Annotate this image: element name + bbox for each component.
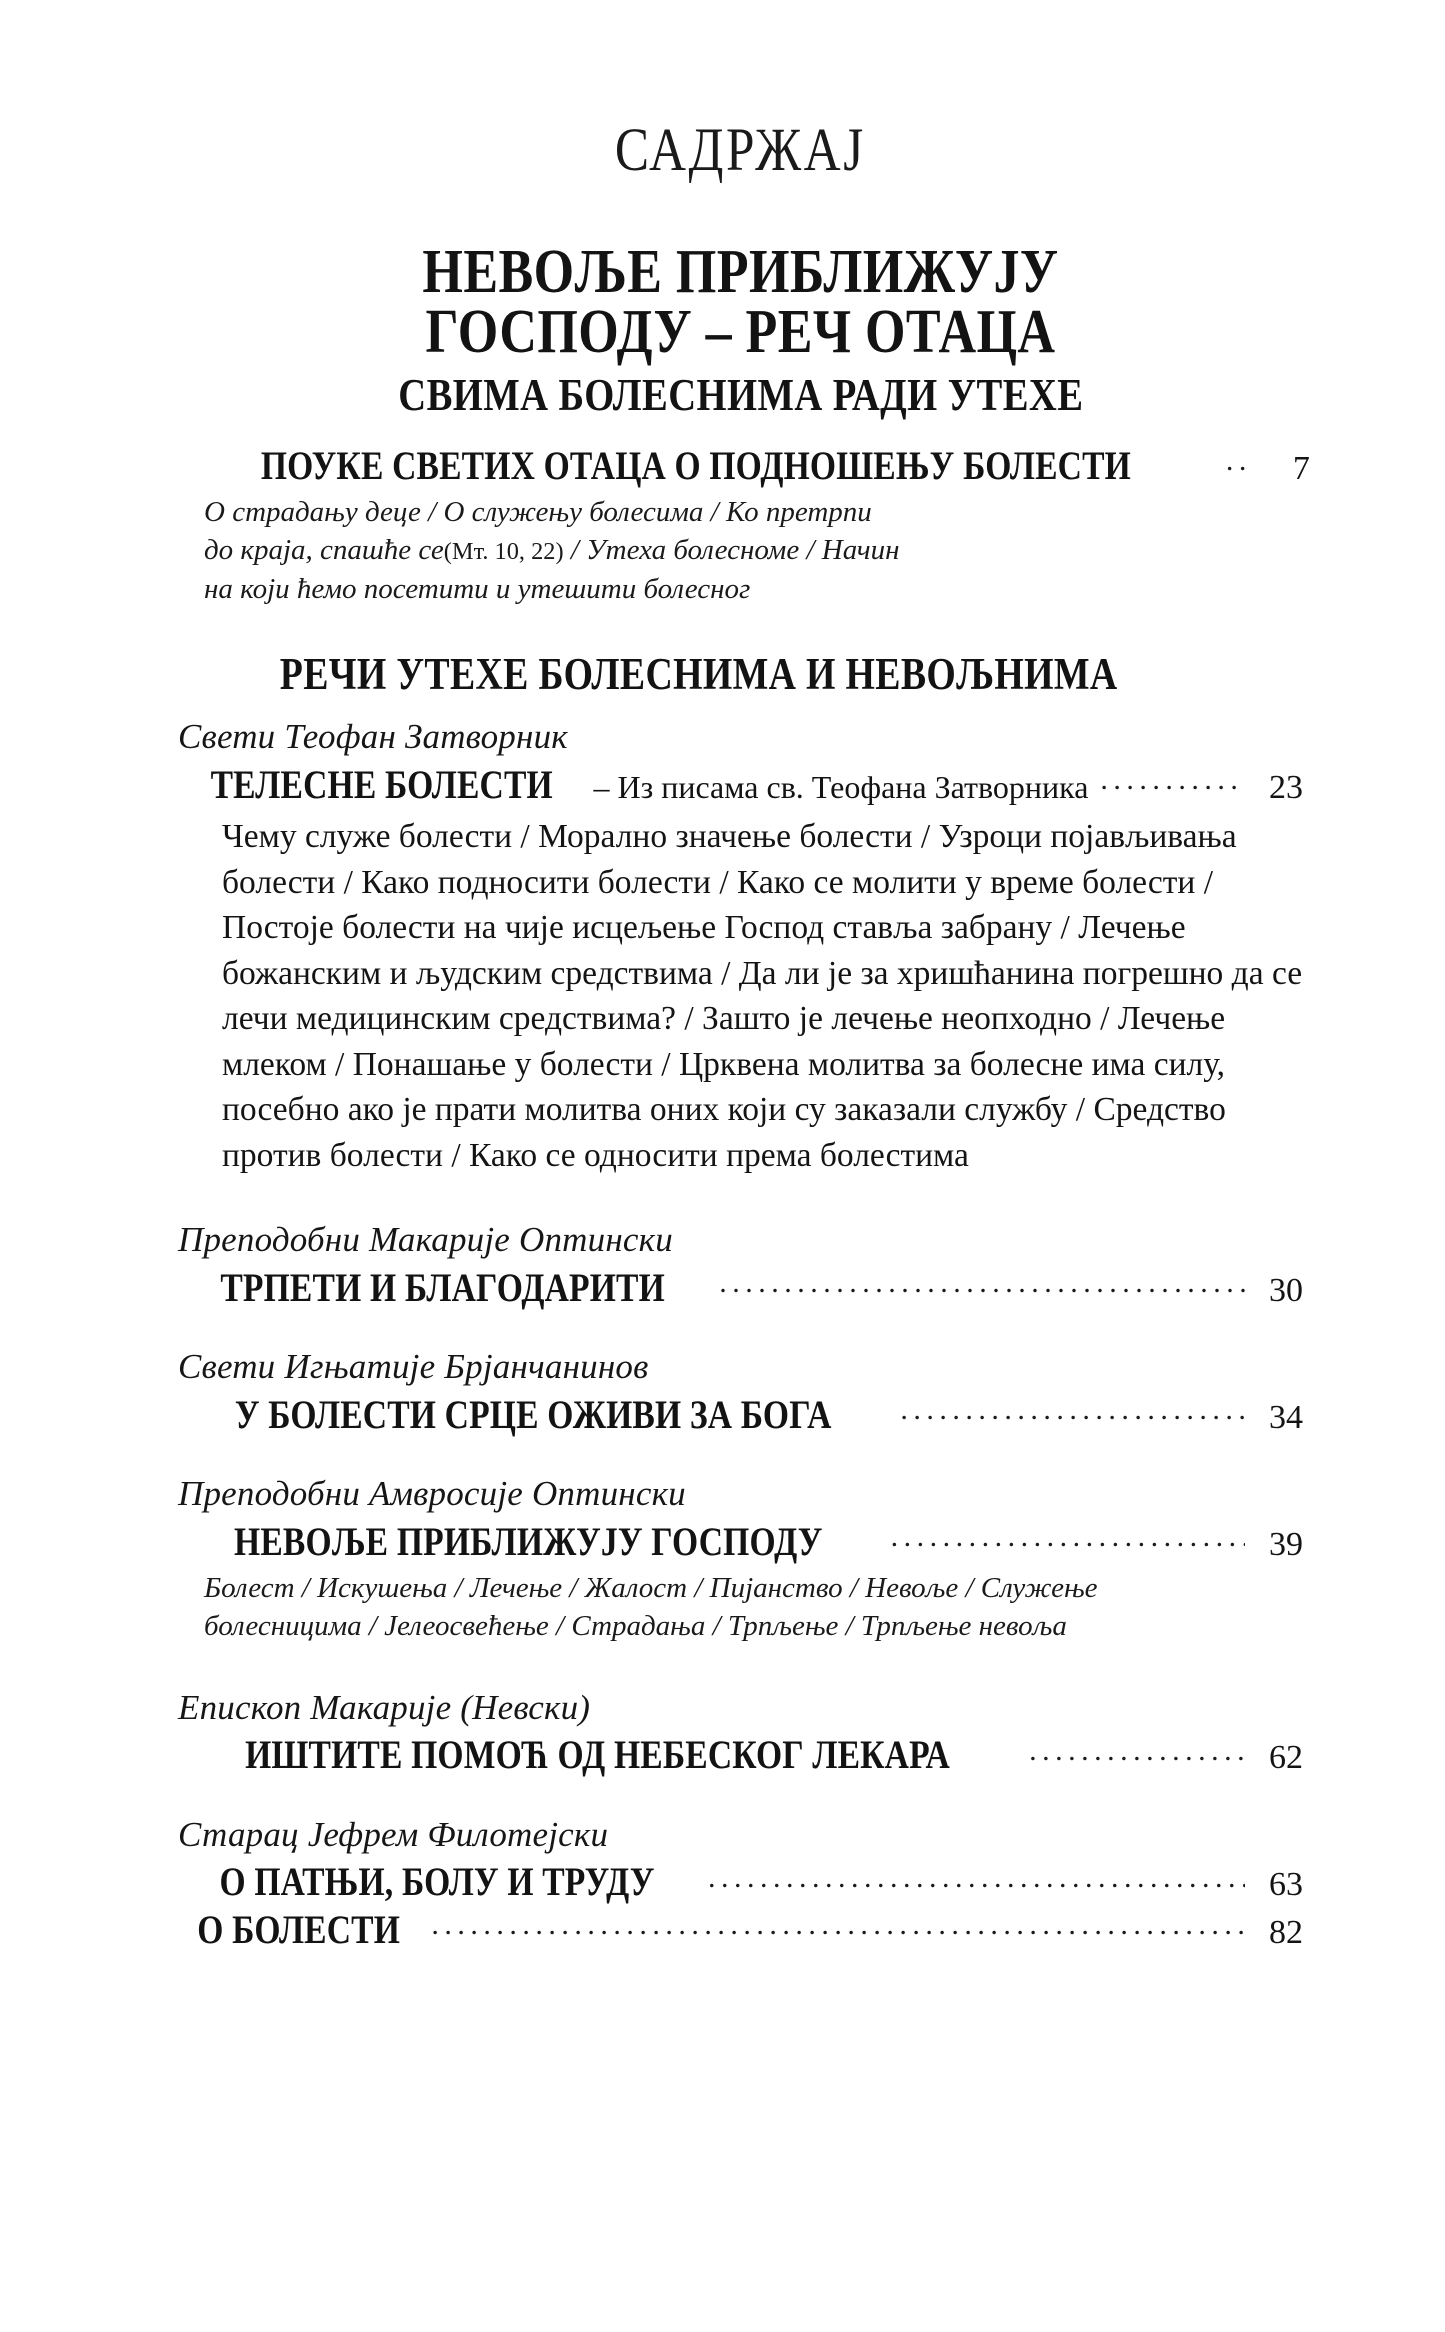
dot-leader bbox=[1226, 463, 1252, 479]
dot-leader bbox=[431, 1927, 1245, 1943]
description-line: Болест / Искушења / Лечење / Жалост / Пијанство / Невоље / Служење bbox=[204, 1572, 1098, 1605]
section-heading-line1: НЕВОЉЕ ПРИБЛИЖУЈУ bbox=[422, 238, 1059, 306]
toc-entry-4-page: 34 bbox=[1269, 1399, 1303, 1437]
toc-entry-2-title-main: ТЕЛЕСНЕ БОЛЕСТИ bbox=[210, 761, 553, 807]
dot-leader bbox=[1029, 1752, 1245, 1768]
toc-content bbox=[178, 117, 1310, 1953]
toc-entry-4[interactable] bbox=[178, 1345, 1303, 1438]
description-text: / Утеха болесноме / Начин bbox=[563, 534, 900, 567]
dot-leader bbox=[900, 1412, 1245, 1428]
toc-entry-2[interactable] bbox=[178, 715, 1303, 1178]
toc-entry-2-description: Чему служе болести / Морално значење болести / Узроци појављивања болести / Како подносити болести / Како се молити у време болести / Постоје болести на чије исцељење Господ ставља забрану / Лечење божанским и људским средствима / Да ли је за хришћанина погрешно да се лечи медицинским средствима? / Зашто је лечење неопходно / Лечење млеком / Понашање у болести / Црквена молитва за болесне има силу, посебно ако је прати молитва оних који су заказали службу / Средство против болести / Како се односити према болестима bbox=[222, 817, 1303, 1174]
page-title-wrapper bbox=[178, 117, 1303, 184]
toc-entry-4-author: Свети Игњатије Брјанчанинов bbox=[178, 1347, 649, 1387]
toc-entry-1-page: 7 bbox=[1292, 450, 1310, 488]
toc-entry-7-title: О ПАТЊИ, БОЛУ И ТРУДУ bbox=[219, 1859, 655, 1905]
description-line bbox=[204, 531, 1303, 569]
scripture-reference: (Мт. 10, 22) bbox=[443, 538, 564, 566]
toc-entry-8-line[interactable] bbox=[178, 1906, 1303, 1953]
toc-entry-1[interactable] bbox=[178, 442, 1310, 608]
toc-entry-3-page: 30 bbox=[1269, 1272, 1303, 1310]
toc-entry-6-title: ИШТИТЕ ПОМОЋ ОД НЕБЕСКОГ ЛЕКАРА bbox=[245, 1732, 950, 1778]
toc-entry-5-page: 39 bbox=[1269, 1525, 1303, 1563]
section-subtitle-wrapper bbox=[178, 369, 1303, 421]
toc-entry-7-page: 63 bbox=[1269, 1866, 1303, 1904]
section-heading bbox=[178, 238, 1303, 366]
toc-entry-2-author: Свети Теофан Затворник bbox=[178, 717, 568, 757]
toc-entry-4-line[interactable] bbox=[178, 1391, 1303, 1438]
toc-entry-6-author: Епископ Макарије (Невски) bbox=[178, 1687, 591, 1727]
toc-entry-6-page: 62 bbox=[1269, 1739, 1303, 1777]
toc-entry-7-line[interactable] bbox=[178, 1858, 1303, 1905]
toc-entry-8[interactable] bbox=[178, 1906, 1303, 1953]
toc-entry-7-author: Старац Јефрем Филотејски bbox=[178, 1814, 609, 1854]
toc-entry-2-title-rest: – Из писама св. Теофана Затворника bbox=[585, 768, 1089, 805]
section-subtitle: СВИМА БОЛЕСНИМА РАДИ УТЕХЕ bbox=[397, 369, 1084, 421]
subsection-heading: РЕЧИ УТЕХЕ БОЛЕСНИМА И НЕВОЉНИМА bbox=[279, 649, 1118, 700]
page-title: САДРЖАЈ bbox=[615, 117, 866, 184]
toc-entry-8-title: О БОЛЕСТИ bbox=[197, 1906, 401, 1952]
dot-leader bbox=[708, 1879, 1245, 1895]
toc-entry-3-title: ТРПЕТИ И БЛАГОДАРИТИ bbox=[220, 1265, 665, 1311]
toc-entry-3-author: Преподобни Макарије Оптински bbox=[178, 1220, 673, 1260]
subsection-heading-wrapper bbox=[200, 649, 1303, 700]
toc-entry-1-line[interactable] bbox=[178, 442, 1310, 489]
toc-entry-3-line[interactable] bbox=[178, 1264, 1303, 1311]
toc-entry-1-description bbox=[204, 493, 1303, 608]
toc-entry-4-title: У БОЛЕСТИ СРЦЕ ОЖИВИ ЗА БОГА bbox=[234, 1392, 832, 1438]
toc-entry-5-author: Преподобни Амвросије Оптински bbox=[178, 1474, 686, 1514]
dot-leader bbox=[891, 1539, 1245, 1555]
toc-entry-1-title: ПОУКЕ СВЕТИХ ОТАЦА О ПОДНОШЕЊУ БОЛЕСТИ bbox=[260, 443, 1131, 489]
description-text: до краја, спашће се bbox=[204, 534, 444, 567]
description-line: О страдању деце / О служењу болесима / Ко претрпи bbox=[204, 496, 872, 529]
toc-entry-2-title bbox=[178, 761, 1088, 808]
description-line: на који ћемо посетити и утешити болесног bbox=[204, 572, 751, 605]
section-heading-line2: ГОСПОДУ – РЕЧ ОТАЦА bbox=[425, 297, 1056, 366]
toc-entry-5-line[interactable] bbox=[178, 1518, 1303, 1565]
toc-entry-2-page: 23 bbox=[1269, 768, 1303, 806]
toc-entry-2-line[interactable] bbox=[178, 761, 1303, 808]
dot-leader bbox=[719, 1285, 1245, 1301]
toc-entry-6-line[interactable] bbox=[178, 1731, 1303, 1778]
dot-leader bbox=[1100, 782, 1245, 798]
description-line: болесницима / Јелеосвећење / Страдања / Трпљење / Трпљење невоља bbox=[204, 1610, 1067, 1643]
toc-entry-5[interactable] bbox=[178, 1472, 1303, 1645]
toc-entry-5-description bbox=[204, 1569, 1303, 1646]
toc-entry-5-title: НЕВОЉЕ ПРИБЛИЖУЈУ ГОСПОДУ bbox=[234, 1518, 823, 1564]
toc-entry-3[interactable] bbox=[178, 1218, 1303, 1311]
toc-entry-6[interactable] bbox=[178, 1686, 1303, 1779]
toc-entry-7[interactable] bbox=[178, 1813, 1303, 1906]
toc-entry-8-page: 82 bbox=[1269, 1913, 1303, 1951]
